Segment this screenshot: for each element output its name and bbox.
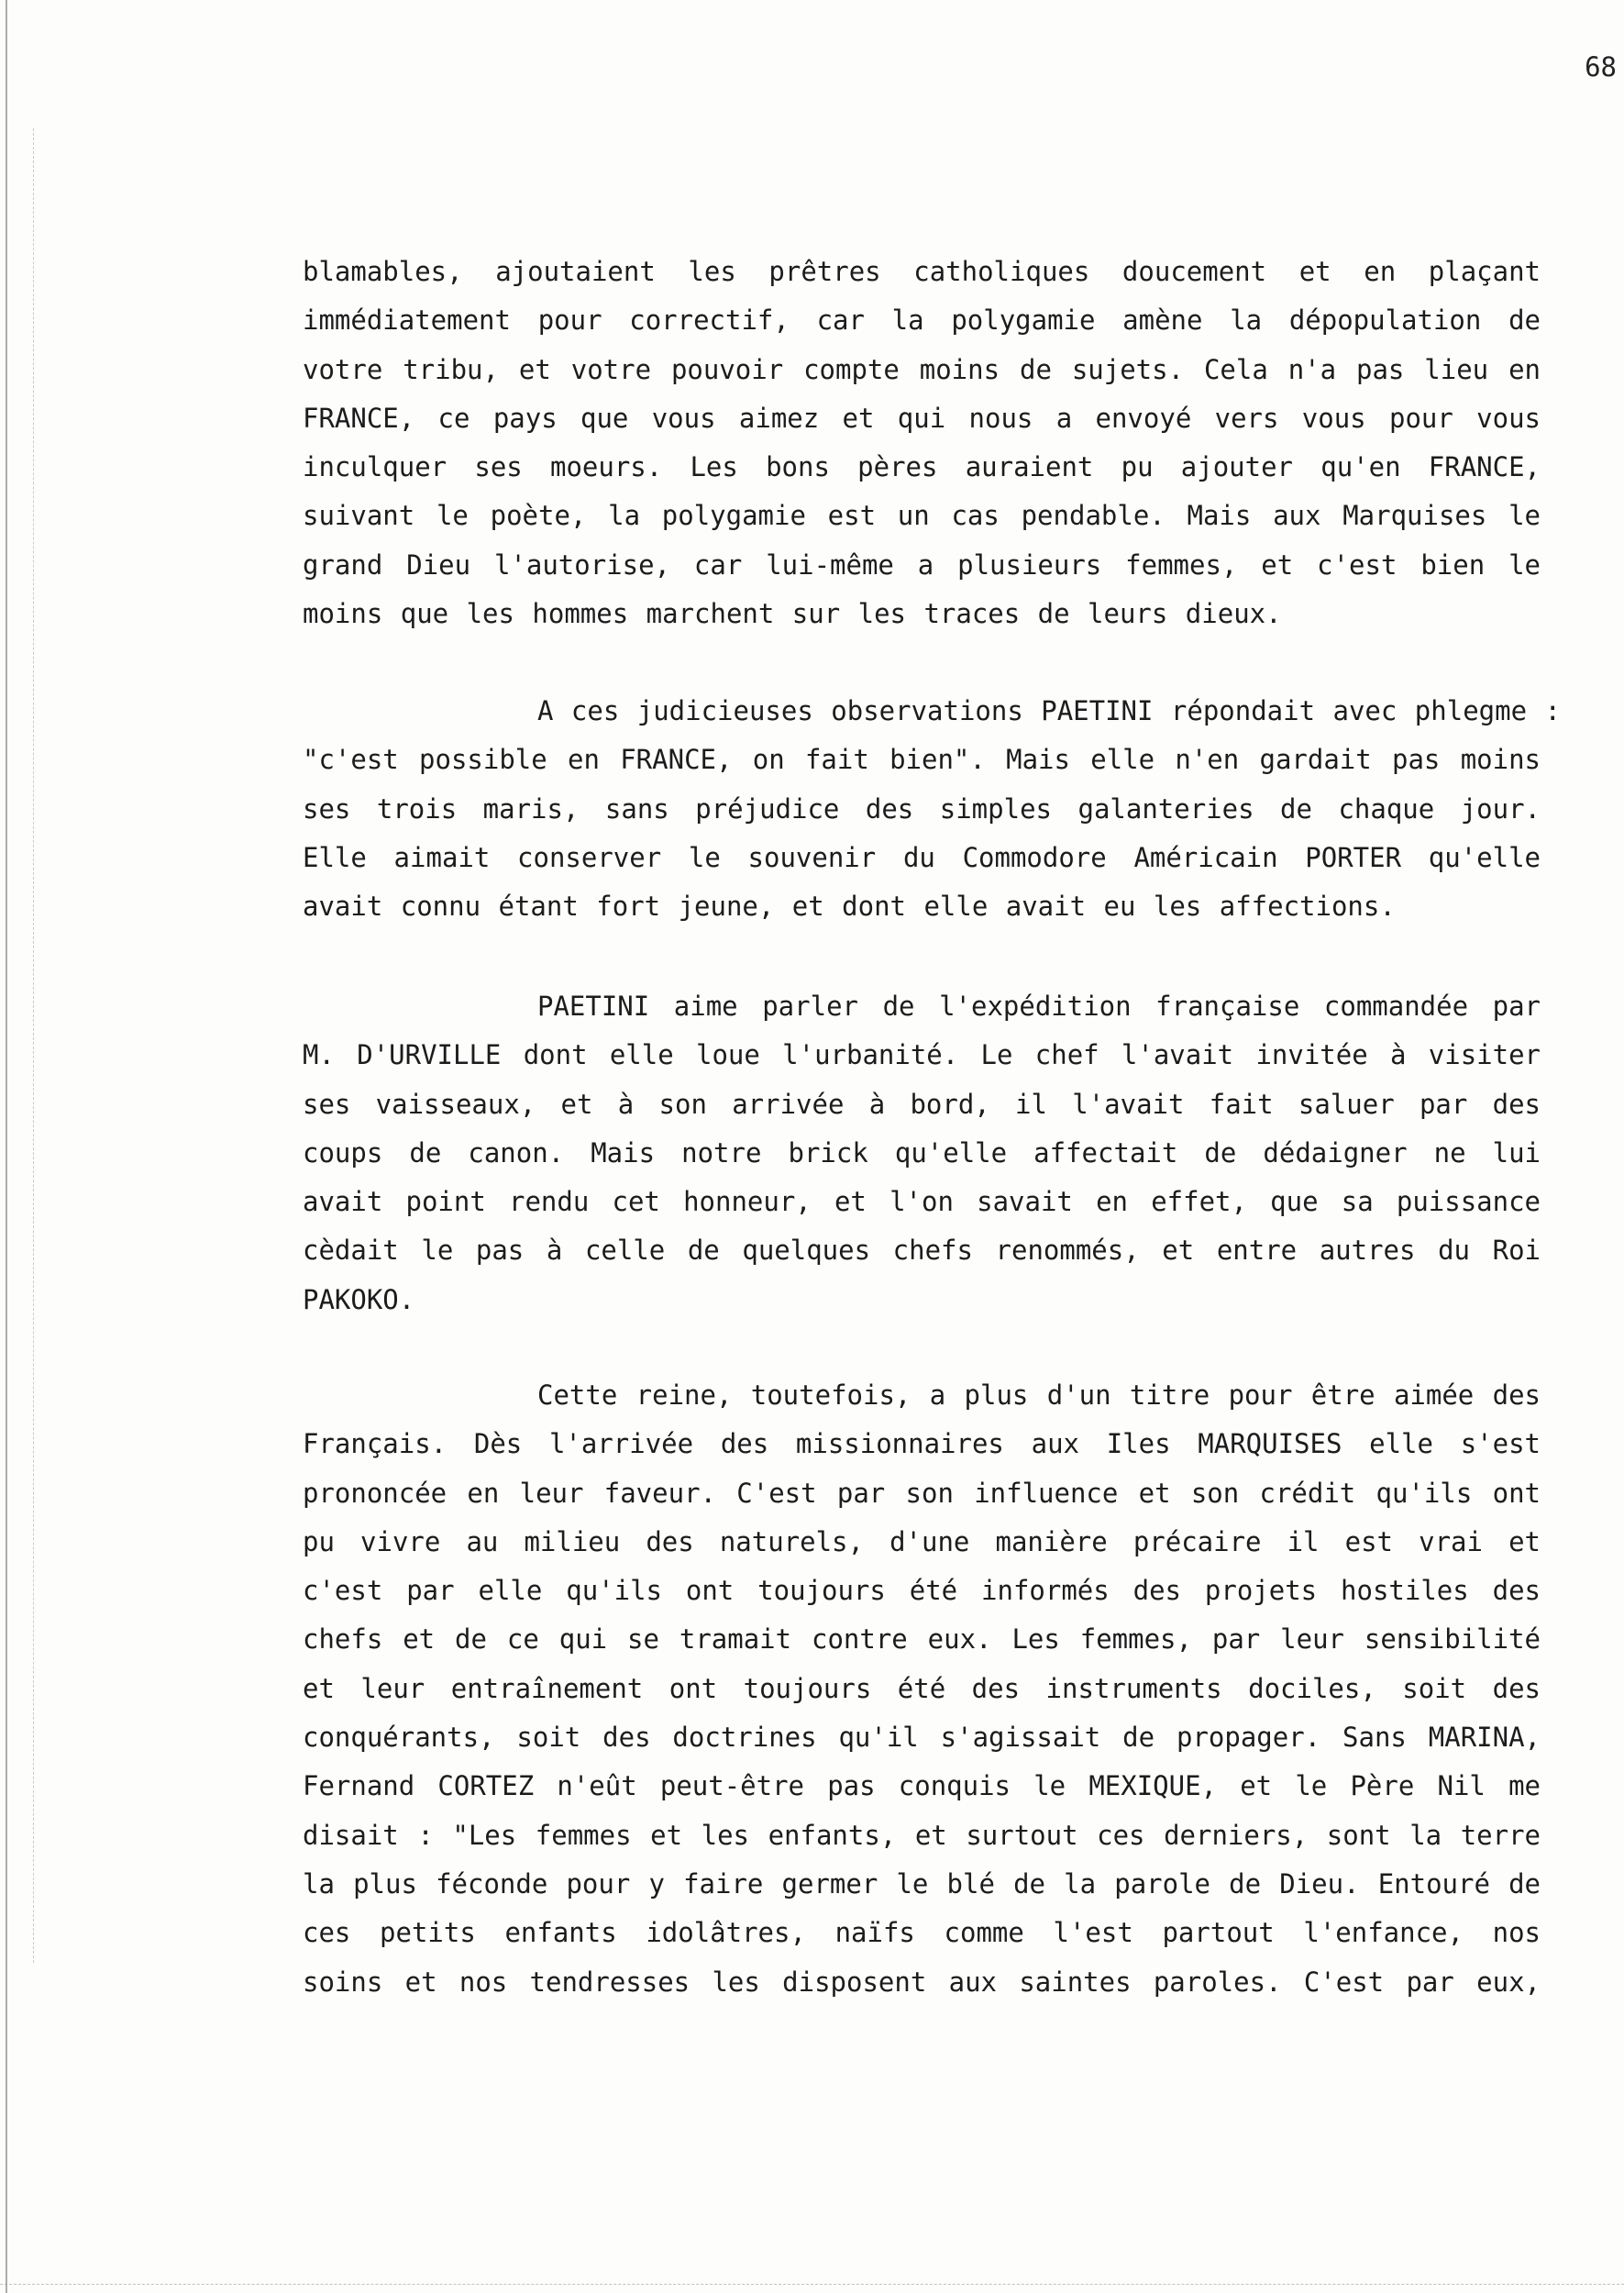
text-line: disait : "Les femmes et les enfants, et surtout ces derniers, sont la terre	[303, 1819, 1541, 1851]
text-line: ses vaisseaux, et à son arrivée à bord, il l'avait fait saluer par des	[303, 1088, 1541, 1120]
text-line: chefs et de ce qui se tramait contre eux. Les femmes, par leur sensibilité	[303, 1623, 1541, 1656]
text-line: blamables, ajoutaient les prêtres catholiques doucement et en plaçant	[303, 256, 1541, 287]
left-margin-mark	[33, 128, 35, 1963]
text-line: prononcée en leur faveur. C'est par son influence et son crédit qu'ils ont	[303, 1477, 1541, 1509]
text-line: avait connu étant fort jeune, et dont elle avait eu les affections.	[303, 891, 1396, 923]
text-line: FRANCE, ce pays que vous aimez et qui nous a envoyé vers vous pour vous	[303, 402, 1541, 434]
text-line: "c'est possible en FRANCE, on fait bien". Mais elle n'en gardait pas moins	[303, 744, 1541, 776]
text-line: Français. Dès l'arrivée des missionnaires aux Iles MARQUISES elle s'est	[303, 1428, 1541, 1460]
left-binding-edge	[6, 0, 7, 2293]
text-line: votre tribu, et votre pouvoir compte moins de sujets. Cela n'a pas lieu en	[303, 353, 1541, 385]
paragraph-1	[303, 248, 1541, 638]
text-line: Fernand CORTEZ n'eût peut-être pas conquis le MEXIQUE, et le Père Nil me	[303, 1770, 1541, 1802]
text-line: ces petits enfants idolâtres, naïfs comme l'est partout l'enfance, nos	[303, 1917, 1541, 1949]
paragraph-3	[303, 982, 1541, 1324]
paragraph-2	[303, 687, 1561, 931]
text-line: immédiatement pour correctif, car la polygamie amène la dépopulation de	[303, 305, 1541, 337]
text-line: conquérants, soit des doctrines qu'il s'agissait de propager. Sans MARINA,	[303, 1722, 1541, 1754]
text-line: c'est par elle qu'ils ont toujours été informés des projets hostiles des	[303, 1575, 1541, 1607]
text-line: la plus féconde pour y faire germer le blé de la parole de Dieu. Entouré de	[303, 1867, 1541, 1900]
text-line: coups de canon. Mais notre brick qu'elle affectait de dédaigner ne lui	[303, 1136, 1541, 1169]
text-line: inculquer ses moeurs. Les bons pères auraient pu ajouter qu'en FRANCE,	[303, 451, 1541, 483]
text-line: PAETINI aime parler de l'expédition française commandée par	[537, 991, 1541, 1022]
text-line: M. D'URVILLE dont elle loue l'urbanité. Le chef l'avait invitée à visiter	[303, 1039, 1541, 1071]
text-line: Elle aimait conserver le souvenir du Commodore Américain PORTER qu'elle	[303, 841, 1541, 873]
text-line: PAKOKO.	[303, 1283, 415, 1315]
text-line: avait point rendu cet honneur, et l'on savait en effet, que sa puissance	[303, 1186, 1541, 1218]
paragraph-4	[303, 1371, 1541, 2007]
text-line: ses trois maris, sans préjudice des simples galanteries de chaque jour.	[303, 792, 1541, 825]
text-line: moins que les hommes marchent sur les traces de leurs dieux.	[303, 598, 1282, 630]
text-line: Cette reine, toutefois, a plus d'un titre pour être aimée des	[537, 1379, 1541, 1411]
text-line: grand Dieu l'autorise, car lui-même a plusieurs femmes, et c'est bien le	[303, 548, 1541, 581]
bottom-edge-line	[0, 2284, 1624, 2286]
page-number: 68	[1585, 51, 1617, 83]
text-line: A ces judicieuses observations PAETINI répondait avec phlegme :	[537, 695, 1561, 726]
text-line: soins et nos tendresses les disposent aux saintes paroles. C'est par eux,	[303, 1966, 1541, 1998]
text-line: et leur entraînement ont toujours été des instruments dociles, soit des	[303, 1672, 1541, 1704]
text-line: cèdait le pas à celle de quelques chefs renommés, et entre autres du Roi	[303, 1235, 1541, 1267]
text-line: pu vivre au milieu des naturels, d'une manière précaire il est vrai et	[303, 1525, 1541, 1557]
text-line: suivant le poète, la polygamie est un cas pendable. Mais aux Marquises le	[303, 500, 1541, 532]
